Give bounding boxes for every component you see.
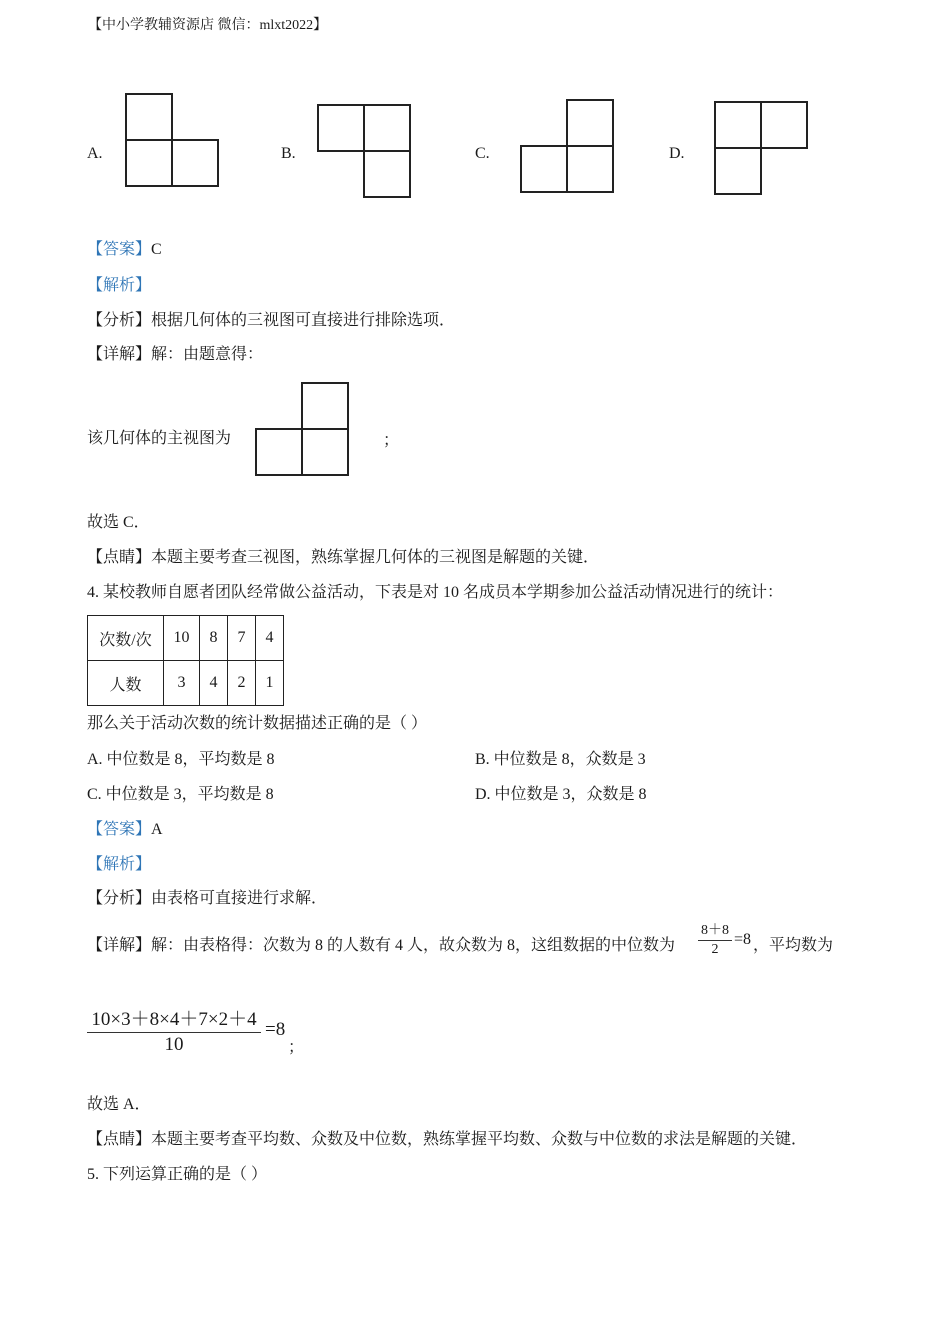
table-cell: 4: [256, 616, 284, 661]
answer-value: C: [151, 241, 162, 258]
q4-conclusion: 故选 A．: [87, 1096, 151, 1113]
median-numerator: 8＋8: [701, 923, 729, 938]
xiangjie-text: 解：由表格得：次数为 8 的人数有 4 人，故众数为 8，这组数据的中位数为: [151, 937, 676, 954]
table-cell: 3: [164, 661, 200, 706]
q4-option-c: C. 中位数是 3，平均数是 8: [87, 786, 274, 803]
answer-value: A: [151, 821, 163, 838]
dianjing-text: 本题主要考查三视图，熟练掌握几何体的三视图是解题的关键．: [151, 549, 600, 566]
q4-question: 那么关于活动次数的统计数据描述正确的是（ ）: [87, 715, 428, 732]
median-fraction: [698, 922, 732, 959]
front-view-text: 该几何体的主视图为: [87, 430, 232, 447]
q4-option-b: B. 中位数是 8，众数是 3: [475, 751, 646, 768]
q3-analysis-tag: 【解析】: [87, 277, 152, 294]
q4-option-a: A. 中位数是 8，平均数是 8: [87, 751, 275, 768]
table-cell: 8: [200, 616, 228, 661]
option-a-label: A.: [87, 145, 103, 162]
table-cell: 4: [200, 661, 228, 706]
answer-tag: 【答案】: [87, 821, 152, 838]
q3-fenxi: [87, 311, 455, 331]
xiangjie-tag: 【详解】: [87, 346, 152, 363]
mean-fraction: [87, 1008, 261, 1057]
q4-xiangjie: [87, 936, 675, 956]
option-b-figure: [312, 100, 417, 202]
median-result: =8: [734, 931, 752, 948]
option-b-label: B.: [281, 145, 296, 162]
table-row: [88, 616, 284, 661]
q4-fenxi: [87, 889, 327, 909]
q4-option-d: D. 中位数是 3，众数是 8: [475, 786, 647, 803]
fenxi-tag: 【分析】: [87, 312, 152, 329]
option-a-figure: [120, 90, 225, 190]
dianjing-tag: 【点睛】: [87, 1131, 152, 1148]
table-row: [88, 661, 284, 706]
mean-result: =8: [265, 1019, 286, 1040]
fenxi-text: 由表格可直接进行求解．: [151, 890, 328, 907]
statistics-table: [87, 615, 284, 706]
dianjing-tag: 【点睛】: [87, 549, 152, 566]
fenxi-text: 根据几何体的三视图可直接进行排除选项．: [151, 312, 456, 329]
table-cell: 2: [228, 661, 256, 706]
q3-answer: [87, 240, 162, 260]
xiangjie-text: 解：由题意得：: [151, 346, 264, 363]
q4-dianjing: [87, 1130, 807, 1150]
option-c-label: C.: [475, 145, 490, 162]
q3-dianjing: [87, 548, 599, 568]
option-d-label: D.: [669, 145, 685, 162]
front-view-punct: ；: [383, 432, 400, 449]
xiangjie-tag: 【详解】: [87, 937, 152, 954]
q5-stem: 5. 下列运算正确的是（ ）: [87, 1166, 268, 1183]
mean-denominator: 10: [164, 1034, 184, 1055]
q4-answer: [87, 820, 163, 840]
table-cell: 1: [256, 661, 284, 706]
xiangjie-tail: ，平均数为: [753, 937, 834, 954]
q4-analysis-tag: 【解析】: [87, 856, 152, 873]
dianjing-text: 本题主要考查平均数、众数及中位数，熟练掌握平均数、众数与中位数的求法是解题的关键．: [151, 1131, 808, 1148]
q3-conclusion: 故选 C．: [87, 514, 150, 531]
option-c-figure: [515, 95, 620, 197]
row-header: 人数: [88, 661, 164, 706]
mean-numerator: 10×3＋8×4＋7×2＋4: [91, 1009, 257, 1030]
median-denominator: 2: [711, 942, 719, 957]
q3-xiangjie: [87, 345, 263, 365]
option-d-figure: [709, 97, 814, 199]
answer-tag: 【答案】: [87, 241, 152, 258]
table-cell: 7: [228, 616, 256, 661]
mean-punct: ；: [288, 1039, 305, 1056]
page-header: 【中小学教辅资源店 微信：mlxt2022】: [88, 18, 328, 33]
q4-stem: 4. 某校教师自愿者团队经常做公益活动，下表是对 10 名成员本学期参加公益活动情况进行的统计：: [87, 584, 784, 601]
table-cell: 10: [164, 616, 200, 661]
fenxi-tag: 【分析】: [87, 890, 152, 907]
row-header: 次数/次: [88, 616, 164, 661]
front-view-figure: [250, 378, 355, 480]
